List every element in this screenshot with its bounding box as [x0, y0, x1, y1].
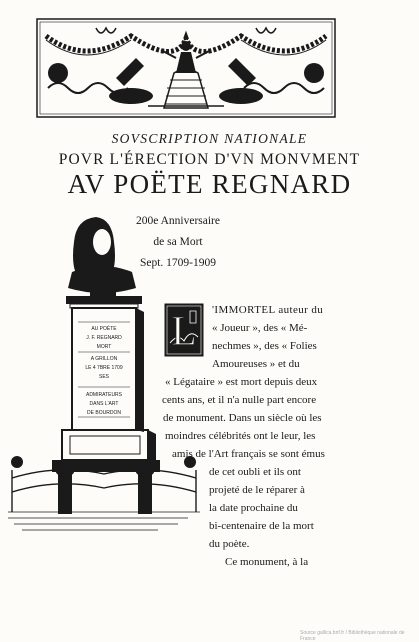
inscription-line: AU POÈTE: [91, 326, 117, 332]
body-line: la date prochaine du: [209, 502, 298, 514]
dates-text: Sept. 1709-1909: [139, 257, 217, 269]
inscription-line: ADMIRATEURS: [85, 392, 123, 398]
anniversary-text: 200e Anniversaire: [136, 215, 220, 227]
body-line: projeté de le réparer à: [209, 484, 305, 496]
body-line: moindres célébrités ont le leur, les: [165, 430, 316, 442]
body-line: Amoureuses » et du: [212, 358, 300, 370]
body-line: cents ans, et il n'a nulle part encore: [162, 394, 317, 406]
body-line: Ce monument, à la: [225, 556, 309, 568]
heading-line-3: AV POËTE REGNARD: [67, 169, 352, 199]
body-line: de cet oubli et ils ont: [209, 466, 301, 478]
inscription-line: J. F. REGNARD: [86, 335, 122, 341]
pedestal-inscription: [85, 325, 122, 416]
body-line: « Joueur », des « Mé-: [212, 322, 308, 334]
inscription-line: DANS L'ART: [89, 401, 119, 407]
body-line: bi-centenaire de la mort: [209, 520, 314, 532]
inscription-line: DE BOURDON: [87, 410, 121, 416]
inscription-line: MORT: [96, 344, 112, 350]
drop-cap: [164, 303, 204, 357]
heading-line-1: SOVSCRIPTION NATIONALE: [111, 131, 308, 146]
drop-cap-frame-icon: [164, 303, 204, 357]
inscription-line: LE 4 7BRE 1709: [85, 365, 123, 371]
body-line: amis de l'Art français se sont émus: [172, 448, 325, 460]
inscription-line: SES: [98, 374, 110, 380]
death-text: de sa Mort: [153, 236, 203, 248]
body-line: 'IMMORTEL auteur du: [212, 304, 324, 316]
body-line: du poète.: [209, 538, 250, 550]
body-line: nechmes », des « Folies: [212, 340, 317, 352]
ornamental-headpiece: [36, 18, 336, 118]
inscription-line: A GRILLON: [90, 356, 118, 362]
body-line: de monument. Dans un siècle où les: [163, 412, 322, 424]
drop-cap-letter: L: [171, 309, 197, 355]
body-line: « Légataire » est mort depuis deux: [165, 376, 318, 388]
heading-line-2: POVR L'ÉRECTION D'VN MONVMENT: [58, 151, 361, 168]
source-footer: Source gallica.bnf.fr / Bibliothèque nationale de France: [300, 630, 405, 642]
